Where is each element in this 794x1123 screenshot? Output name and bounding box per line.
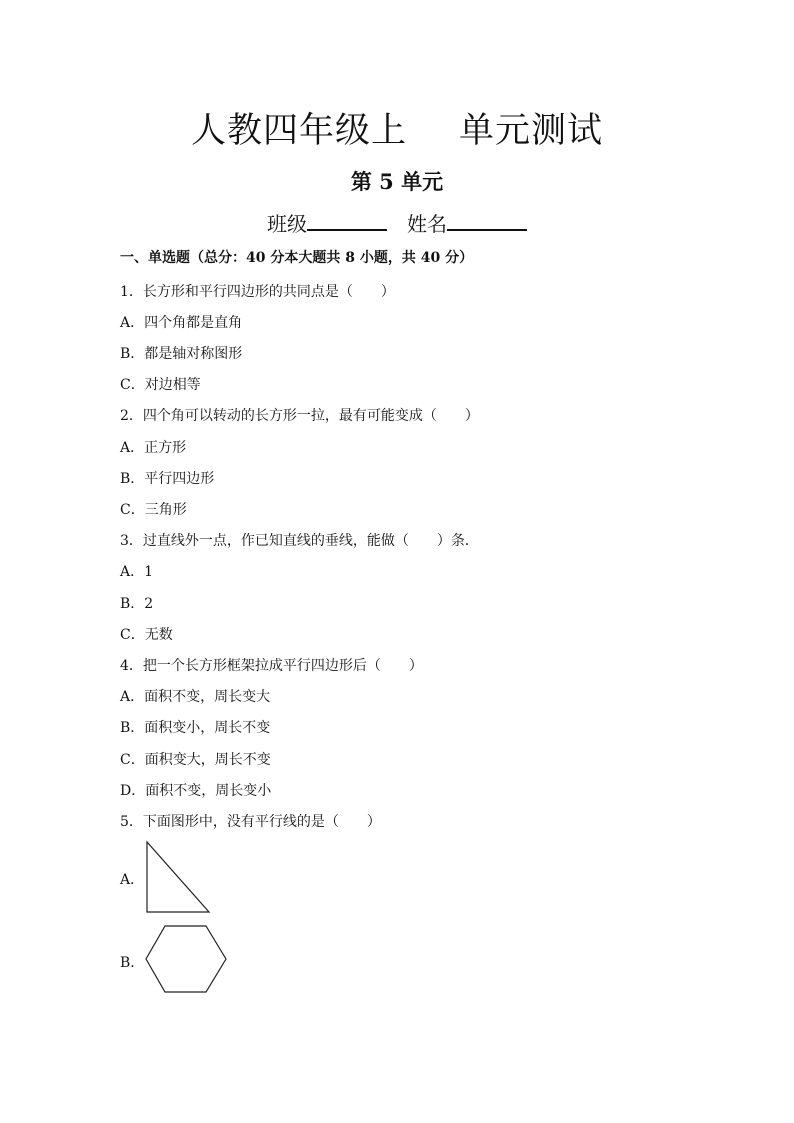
title-right: 单元测试 <box>459 111 604 151</box>
option-4c[interactable]: C．面积变大，周长不变 <box>120 752 271 768</box>
option-3a[interactable]: A．1 <box>120 564 154 580</box>
option-2a[interactable]: A．正方形 <box>120 440 187 456</box>
page-title <box>0 103 794 153</box>
name-label: 姓名 <box>407 212 447 236</box>
class-label: 班级 <box>267 212 307 236</box>
option-1c[interactable]: C．对边相等 <box>120 377 201 393</box>
option-4a[interactable]: A．面积不变，周长变大 <box>120 689 271 705</box>
option-3b[interactable]: B．2 <box>120 596 154 612</box>
option-2c[interactable]: C．三角形 <box>120 502 187 518</box>
student-info <box>0 208 794 237</box>
question-5: 5．下面图形中，没有平行线的是（ ） <box>120 814 381 830</box>
question-2: 2．四个角可以转动的长方形一拉，最有可能变成（ ） <box>120 408 479 424</box>
question-4: 4．把一个长方形框架拉成平行四边形后（ ） <box>120 658 423 674</box>
option-5b-label[interactable]: B． <box>120 955 145 971</box>
unit-heading: 第 5 单元 <box>350 169 444 194</box>
option-1b[interactable]: B．都是轴对称图形 <box>120 346 243 362</box>
right-triangle-figure <box>145 840 211 915</box>
question-3: 3．过直线外一点，作已知直线的垂线，能做（ ）条． <box>120 533 479 549</box>
option-5a-label[interactable]: A． <box>120 872 145 888</box>
title-left: 人教四年级上 <box>190 111 407 151</box>
option-2b[interactable]: B．平行四边形 <box>120 471 215 487</box>
question-1: 1．长方形和平行四边形的共同点是（ ） <box>120 284 395 300</box>
option-3c[interactable]: C．无数 <box>120 627 173 643</box>
hexagon-figure <box>144 924 228 996</box>
section-heading: 一、单选题（总分：40 分本大题共 8 小题，共 40 分） <box>120 250 474 266</box>
option-4b[interactable]: B．面积变小，周长不变 <box>120 720 271 736</box>
class-blank[interactable] <box>307 211 387 231</box>
option-1a[interactable]: A．四个角都是直角 <box>120 315 243 331</box>
option-4d[interactable]: D．面积不变，周长变小 <box>120 783 272 799</box>
name-blank[interactable] <box>447 211 527 231</box>
